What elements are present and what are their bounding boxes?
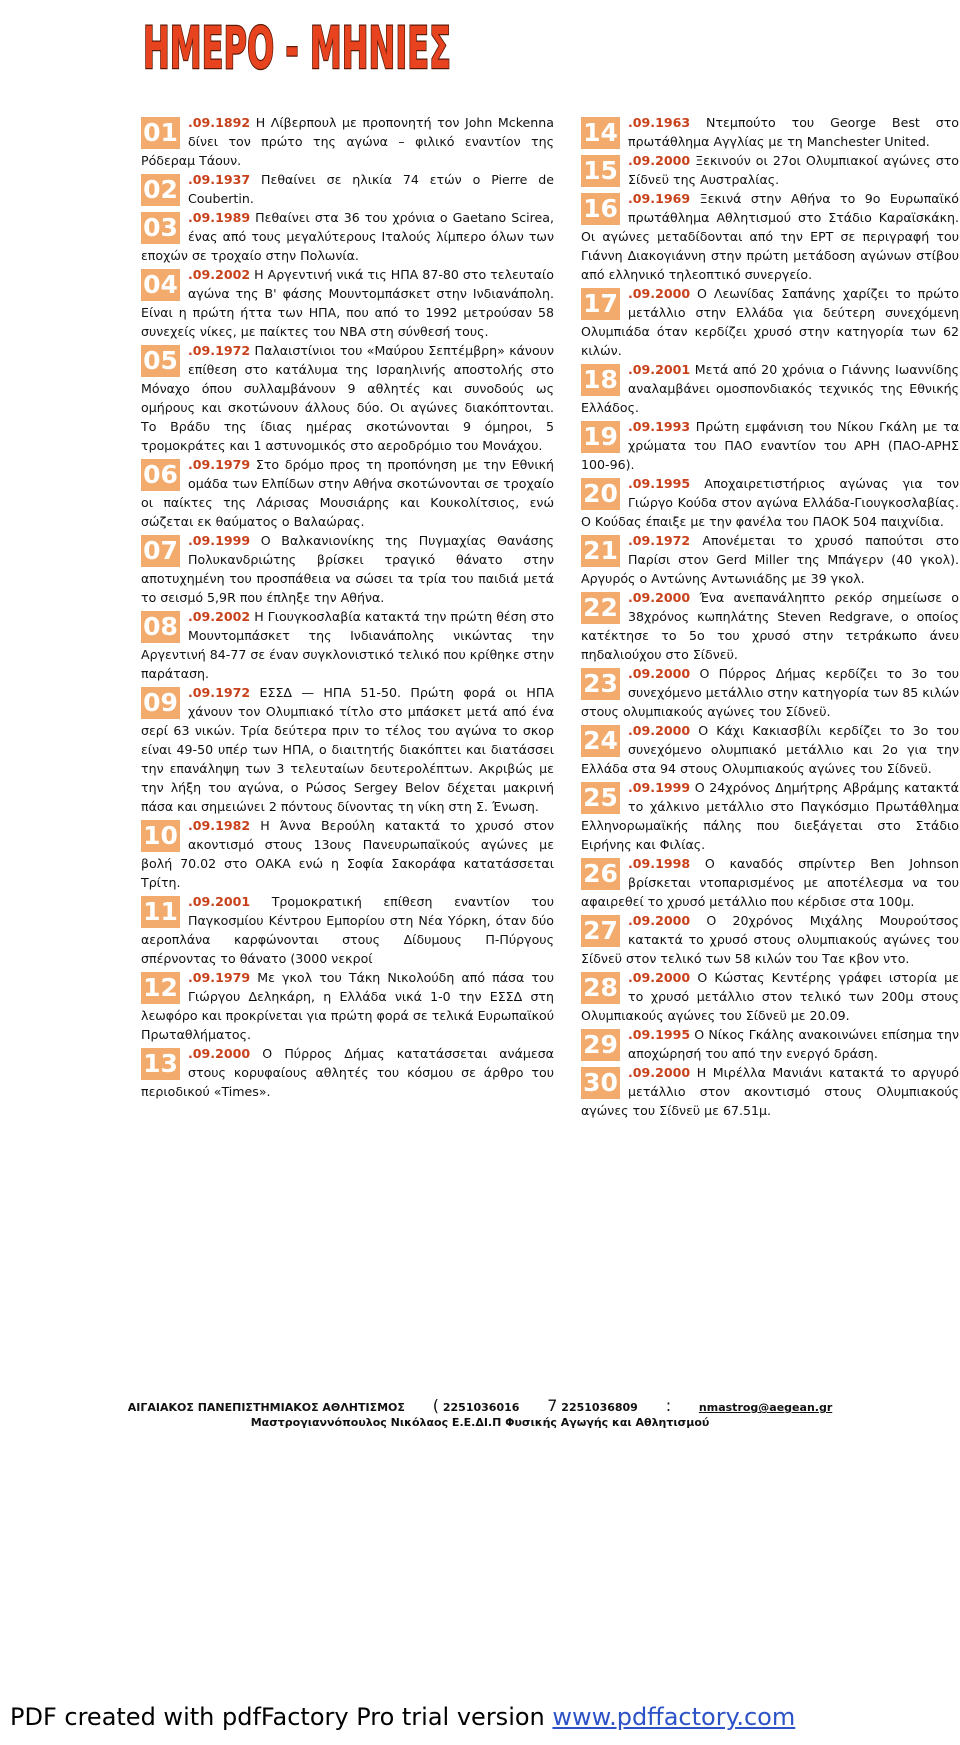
mail-icon: : xyxy=(665,1396,672,1415)
entry-date: .09.1998 xyxy=(628,856,691,871)
entry-text: Ο Κάχι Κακιασβίλι κερδίζει το 3ο του συνεχόμενο ολυμπιακό μετάλλιο και 2ο για την Ελλάδα στα 94 στους Ολυμπιακούς αγώνες του Σίδνεϋ. xyxy=(581,723,959,776)
pdf-creator-banner xyxy=(10,1703,795,1731)
day-entry xyxy=(581,968,959,1025)
day-entry xyxy=(581,911,959,968)
logo-text: ΗΜΕΡΟ - ΜΗΝΙΕΣ xyxy=(143,14,451,82)
day-number: 02 xyxy=(141,174,180,206)
entry-text: Η Αργεντινή νικά τις ΗΠΑ 87-80 στο τελευταίο αγώνα της Β' φάσης Μουντομπάσκετ στην Ινδιανάπολη. Είναι η πρώτη ήττα των ΗΠΑ, που από το 1992 μετρούσαν 58 συνεχείς νίκες, με παίκτες του NBA στη σύνθεσή τους. xyxy=(141,267,554,339)
day-number: 26 xyxy=(581,858,620,890)
day-number: 22 xyxy=(581,592,620,624)
day-number: 03 xyxy=(141,212,180,244)
entry-date: .09.1999 xyxy=(628,780,691,795)
entry-date: .09.1972 xyxy=(628,533,691,548)
day-number: 17 xyxy=(581,288,620,320)
fax-icon: 7 xyxy=(547,1396,558,1415)
entry-date: .09.1972 xyxy=(188,343,251,358)
entry-date: .09.2000 xyxy=(628,1065,691,1080)
day-entry xyxy=(581,664,959,721)
entry-text: Ξεκινά στην Αθήνα το 9ο Ευρωπαϊκό πρωτάθλημα Αθλητισμού στο Στάδιο Καραϊσκάκη. Οι αγώνες μεταδίδονται από την ΕΡΤ σε περιγραφή του Γιάννη Διακογιάννη στην πρώτη μετάδοση αγώνων στίβου από ελληνικό τηλεοπτικό συνεργείο. xyxy=(581,191,959,282)
day-entry xyxy=(581,474,959,531)
entry-text: Ο καναδός σπρίντερ Ben Johnson βρίσκεται ντοπαρισμένος με αποτέλεσμα να του αφαιρεθεί το χρυσό μετάλλιο που κέρδισε στα 100μ. xyxy=(581,856,959,909)
day-entry xyxy=(141,968,554,1044)
entry-text: Ο Πύρρος Δήμας κατατάσσεται ανάμεσα στους κορυφαίους αθλητές του κόσμου σε άρθρο του περιοδικού «Times». xyxy=(141,1046,554,1099)
entry-date: .09.2000 xyxy=(628,723,691,738)
day-number: 25 xyxy=(581,782,620,814)
entry-date: .09.2002 xyxy=(188,267,251,282)
entry-date: .09.1969 xyxy=(628,191,691,206)
entry-text: Με γκολ του Τάκη Νικολούδη από πάσα του Γιώργου Δεληκάρη, η Ελλάδα νικά 1-0 την ΕΣΣΔ στη λεωφόρο και προκρίνεται για πρώτη φορά σε τελικά Ευρωπαϊκού Πρωταθλήματος. xyxy=(141,970,554,1042)
entry-date: .09.1972 xyxy=(188,685,251,700)
day-entry xyxy=(141,892,554,968)
pdf-banner-text: PDF created with pdfFactory Pro trial version xyxy=(10,1703,553,1731)
entry-date: .09.1999 xyxy=(188,533,251,548)
right-column xyxy=(581,113,959,1120)
day-number: 10 xyxy=(141,820,180,852)
entry-text: Ο 24χρόνος Δημήτρης Αβράμης κατακτά το χάλκινο μετάλλιο στο Παγκόσμιο Πρωτάθλημα Ελληνορωμαϊκής πάλης που διεξάγεται στο Στάδιο Ειρήνης και Φιλίας. xyxy=(581,780,959,852)
day-number: 04 xyxy=(141,269,180,301)
entry-date: .09.2001 xyxy=(628,362,691,377)
day-entry xyxy=(581,284,959,360)
day-number: 18 xyxy=(581,364,620,396)
entry-text: Ντεμπούτο του George Best στο πρωτάθλημα Αγγλίας με τη Manchester United. xyxy=(628,115,959,149)
entry-date: .09.2000 xyxy=(628,913,691,928)
day-entry xyxy=(141,531,554,607)
day-entry xyxy=(581,1063,959,1120)
day-entry xyxy=(581,360,959,417)
day-number: 28 xyxy=(581,972,620,1004)
entry-date: .09.2001 xyxy=(188,894,251,909)
day-entry xyxy=(581,113,959,151)
entry-text: Ξεκινούν οι 27οι Ολυμπιακοί αγώνες στο Σίδνεϋ της Αυστραλίας. xyxy=(628,153,959,187)
entry-date: .09.1979 xyxy=(188,457,251,472)
entry-date: .09.1979 xyxy=(188,970,251,985)
day-number: 21 xyxy=(581,535,620,567)
day-entry xyxy=(581,1025,959,1063)
entry-text: Ο Πύρρος Δήμας κερδίζει το 3ο του συνεχόμενο μετάλλιο στην κατηγορία των 85 κιλών στους ολυμπιακούς αγώνες του Σίδνεϋ. xyxy=(581,666,959,719)
entry-date: .09.1982 xyxy=(188,818,251,833)
entry-text: Παλαιστίνιοι του «Μαύρου Σεπτέμβρη» κάνουν επίθεση στο κατάλυμα της Ισραηλινής αποστολής στο Μόναχο όπου συλλαμβάνουν 9 αθλητές και συνοδούς ως ομήρους και σκοτώνουν άλλους δύο. Οι αγώνες διακόπτονται. Το Βράδυ της ίδιας ημέρας σκοτώνονται 9 όμηροι, 5 τρομοκράτες και 1 αστυνομικός στο αεροδρόμιο του Μονάχου. xyxy=(141,343,554,453)
entry-text: Η Γιουγκοσλαβία κατακτά την πρώτη θέση στο Μουντομπάσκετ της Ινδιανάπολης νικώντας την Αργεντινή 84-77 σε έναν συγκλονιστικό τελικό που κρίθηκε στην παράταση. xyxy=(141,609,554,681)
day-number: 08 xyxy=(141,611,180,643)
day-number: 29 xyxy=(581,1029,620,1061)
day-number: 20 xyxy=(581,478,620,510)
day-number: 15 xyxy=(581,155,620,187)
left-column xyxy=(141,113,554,1101)
day-entry xyxy=(581,588,959,664)
day-number: 01 xyxy=(141,117,180,149)
phone-icon: ( xyxy=(432,1396,440,1415)
entry-date: .09.2000 xyxy=(628,153,691,168)
entry-text: Η Άννα Βερούλη κατακτά το χρυσό στον ακοντισμό στους 13ους Πανευρωπαϊκούς αγώνες με βολή 70.02 στο ΟΑΚΑ ενώ η Σοφία Σακοράφα κατατάσσεται Τρίτη. xyxy=(141,818,554,890)
entry-text: Απονέμεται το χρυσό παπούτσι στο Παρίσι στον Gerd Miller της Μπάγερν (40 γκολ). Αργυρός ο Αντώνης Αντωνιάδης με 39 γκολ. xyxy=(581,533,959,586)
entry-date: .09.1892 xyxy=(188,115,251,130)
day-entry xyxy=(141,341,554,455)
day-number: 12 xyxy=(141,972,180,1004)
entry-date: .09.1995 xyxy=(628,1027,691,1042)
entry-date: .09.1937 xyxy=(188,172,251,187)
entry-date: .09.1963 xyxy=(628,115,691,130)
entry-text: Ο Βαλκανιονίκης της Πυγμαχίας Θανάσης Πολυκανδριώτης βρίσκει τραγικό θάνατο στην αποτυχημένη του προσπάθεια να σώσει τα τρία του παιδιά μετά το σεισμό 5,9R που έπληξε την Αθήνα. xyxy=(141,533,554,605)
day-number: 16 xyxy=(581,193,620,225)
day-entry xyxy=(581,854,959,911)
entry-text: Πρώτη εμφάνιση του Νίκου Γκάλη με τα χρώματα του ΠΑΟ εναντίον του ΑΡΗ (ΠΑΟ-ΑΡΗΣ 100-96). xyxy=(581,419,959,472)
day-number: 13 xyxy=(141,1048,180,1080)
day-number: 19 xyxy=(581,421,620,453)
day-entry xyxy=(141,1044,554,1101)
day-number: 30 xyxy=(581,1067,620,1099)
entry-text: Πεθαίνει στα 36 του χρόνια ο Gaetano Scirea, ένας από τους μεγαλύτερους Ιταλούς λίμπερο όλων των εποχών σε τροχαίο στην Πολωνία. xyxy=(141,210,554,263)
entry-text: Αποχαιρετιστήριος αγώνας για τον Γιώργο Κούδα στον αγώνα Ελλάδα-Γιουγκοσλαβίας. Ο Κούδας έπαιξε με την φανέλα του ΠΑΟΚ 504 παιχνίδια. xyxy=(581,476,959,529)
entry-text: Στο δρόμο προς τη προπόνηση με την Εθνική ομάδα των Ελπίδων στην Αθήνα σκοτώνονται σε τροχαίο οι παίκτες της Λάρισας Μουσιάρης και Κουκολίτσιος, ενώ σώζεται εκ θαύματος ο Βαλαώρας. xyxy=(141,457,554,529)
day-number: 06 xyxy=(141,459,180,491)
day-entry xyxy=(141,113,554,170)
day-entry xyxy=(581,151,959,189)
day-entry xyxy=(581,189,959,284)
day-entry xyxy=(141,683,554,816)
footer-contact xyxy=(0,1396,960,1415)
day-number: 23 xyxy=(581,668,620,700)
entry-date: .09.2002 xyxy=(188,609,251,624)
entry-date: .09.2000 xyxy=(628,666,691,681)
entry-text: Τρομοκρατική επίθεση εναντίον του Παγκοσμίου Κέντρου Εμπορίου στη Νέα Υόρκη, όταν δύο αεροπλάνα καρφώνονται στους Δίδυμους Π-Πύργους σπέρνοντας το θάνατο (3000 νεκροί xyxy=(141,894,554,966)
entry-text: Ένα ανεπανάληπτο ρεκόρ σημείωσε ο 38χρόνος κωπηλάτης Steven Redgrave, ο οποίος κατέκτησε το 5ο του χρυσό στην τετράκωπο άνευ πηδαλιούχου στο Σίδνεϋ. xyxy=(581,590,959,662)
entry-date: .09.1989 xyxy=(188,210,251,225)
footer-email-link[interactable]: nmastrog@aegean.gr xyxy=(698,1401,833,1414)
day-number: 09 xyxy=(141,687,180,719)
day-number: 05 xyxy=(141,345,180,377)
entry-text: Η Λίβερπουλ με προπονητή τον John Mckenna δίνει τον πρώτο της αγώνα – φιλικό εναντίον της Ρόδεραμ Τάουν. xyxy=(141,115,554,168)
day-number: 11 xyxy=(141,896,180,928)
entry-date: .09.2000 xyxy=(628,286,691,301)
day-entry xyxy=(141,265,554,341)
entry-text: Ο Κώστας Κεντέρης γράφει ιστορία με το χρυσό μετάλλιο στον τελικό των 200μ στους Ολυμπιακούς αγώνες του Σίδνεϋ με 20.09. xyxy=(581,970,959,1023)
day-entry xyxy=(141,455,554,531)
footer-organization: ΑΙΓΑΙΑΚΟΣ ΠΑΝΕΠΙΣΤΗΜΙΑΚΟΣ ΑΘΛΗΤΙΣΜΟΣ xyxy=(127,1401,405,1414)
footer-phone: 2251036016 xyxy=(442,1401,520,1414)
logo-hmeromhnies xyxy=(141,4,454,80)
day-entry xyxy=(581,417,959,474)
day-entry xyxy=(141,816,554,892)
entry-date: .09.1993 xyxy=(628,419,691,434)
entry-text: Ο 20χρόνος Μιχάλης Μουρούτσος κατακτά το χρυσό στους ολυμπιακούς αγώνες του Σίδνεϋ στον τελικό των 58 κιλών του Ταε κβον ντο. xyxy=(581,913,959,966)
day-entry xyxy=(581,721,959,778)
day-entry xyxy=(581,778,959,854)
day-number: 24 xyxy=(581,725,620,757)
pdf-banner-link[interactable]: www.pdffactory.com xyxy=(552,1703,796,1731)
entry-date: .09.2000 xyxy=(628,590,691,605)
day-number: 07 xyxy=(141,535,180,567)
day-entry xyxy=(141,170,554,208)
entry-text: Μετά από 20 χρόνια ο Γιάννης Ιωαννίδης αναλαμβάνει ομοσπονδιακός τεχνικός της Εθνικής Ελλάδος. xyxy=(581,362,959,415)
entry-date: .09.1995 xyxy=(628,476,691,491)
entry-text: Ο Νίκος Γκάλης ανακοινώνει επίσημα την αποχώρησή του από την ενεργό δράση. xyxy=(628,1027,959,1061)
entry-text: ΕΣΣΔ — ΗΠΑ 51-50. Πρώτη φορά οι ΗΠΑ χάνουν τον Ολυμπιακό τίτλο στο μπάσκετ μετά από ένα σερί 63 νικών. Τρία δεύτερα πριν το τέλος του αγώνα το σκορ είναι 49-50 υπέρ των ΗΠΑ, ο διαιτητής διακόπτει και διατάσσει την επανάληψη των 3 τελευταίων δευτερολέπτων. Ακριβώς με την λήξη του αγώνα, ο Ρώσος Sergey Belov δέχεται μακρινή πάσα και σημειώνει 2 πόντους δίνοντας τη νίκη στη Σ. Ένωση. xyxy=(141,685,554,814)
day-number: 27 xyxy=(581,915,620,947)
day-entry xyxy=(581,531,959,588)
footer-fax: 2251036809 xyxy=(561,1401,638,1414)
entry-date: .09.2000 xyxy=(628,970,691,985)
day-entry xyxy=(141,607,554,683)
entry-date: .09.2000 xyxy=(188,1046,251,1061)
entry-text: Πεθαίνει σε ηλικία 74 ετών ο Pierre de Coubertin. xyxy=(188,172,554,206)
entry-text: Ο Λεωνίδας Σαπάνης χαρίζει το πρώτο μετάλλιο στην Ελλάδα για δεύτερη συνεχόμενη Ολυμπιάδα όταν κερδίζει χρυσό στην κατηγορία των 62 κιλών. xyxy=(581,286,959,358)
entry-text: Η Μιρέλλα Μανιάνι κατακτά το αργυρό μετάλλιο στον ακοντισμό στους Ολυμπιακούς αγώνες του Σίδνεϋ με 67.51μ. xyxy=(581,1065,959,1118)
day-number: 14 xyxy=(581,117,620,149)
day-entry xyxy=(141,208,554,265)
footer-author: Μαστρογιαννόπουλος Νικόλαος Ε.Ε.ΔΙ.Π Φυσικής Αγωγής και Αθλητισμού xyxy=(250,1416,710,1429)
